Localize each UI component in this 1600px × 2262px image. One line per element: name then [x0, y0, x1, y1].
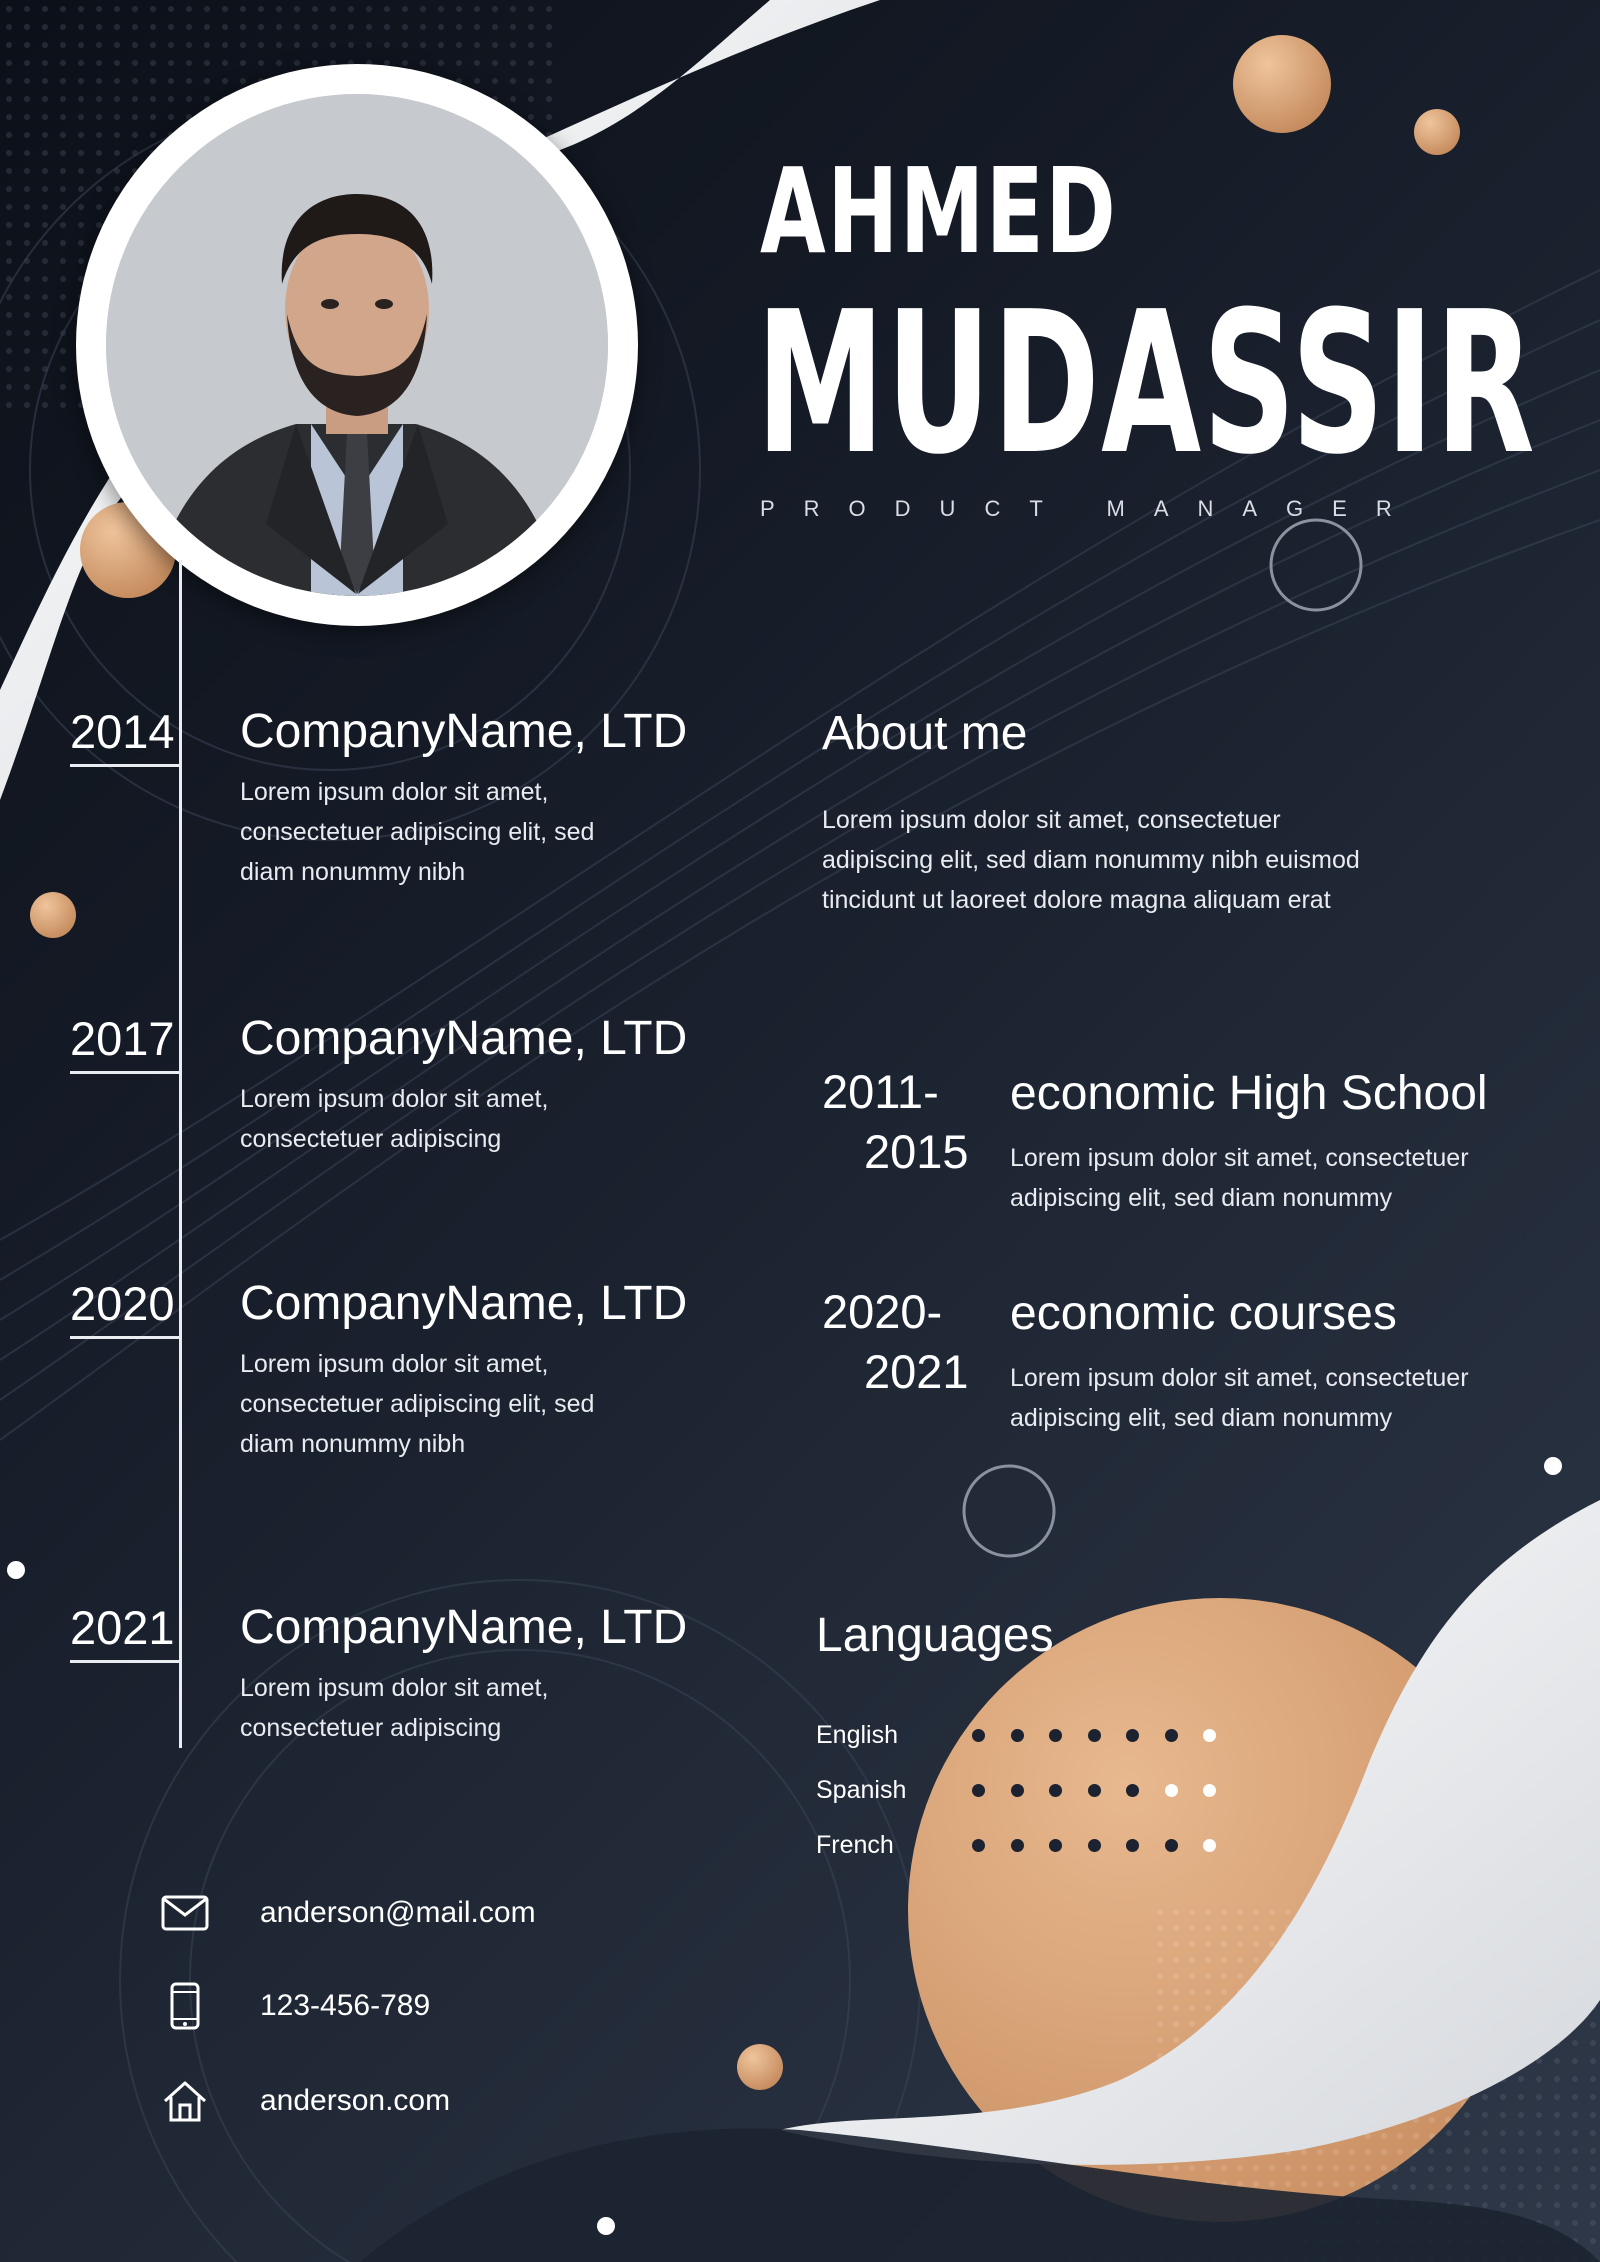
about-line: tincidunt ut laoreet dolore magna aliquam erat: [822, 886, 1331, 914]
description-line: Lorem ipsum dolor sit amet,: [240, 1674, 549, 1702]
education-title: economic High School: [1010, 1067, 1488, 1120]
level-dot-filled: [1049, 1784, 1062, 1797]
experience-company: CompanyName, LTD: [240, 1012, 688, 1065]
experience-description: [240, 1668, 640, 1748]
description-line: Lorem ipsum dolor sit amet,: [240, 778, 549, 806]
description-line: adipiscing elit, sed diam nonummy: [1010, 1184, 1393, 1212]
experience-description: [240, 772, 640, 892]
level-dot-filled: [1165, 1839, 1178, 1852]
profile-photo-frame: [76, 64, 638, 626]
phone-icon: [156, 1977, 214, 2035]
level-dot-filled: [972, 1784, 985, 1797]
education-year-start: 2011-: [822, 1065, 939, 1118]
level-dot-empty: [1203, 1729, 1216, 1742]
education-years: [822, 1282, 972, 1402]
experience-year: 2014: [70, 706, 180, 767]
description-line: Lorem ipsum dolor sit amet, consectetuer: [1010, 1144, 1469, 1172]
experience-company: CompanyName, LTD: [240, 1601, 688, 1654]
level-dot-empty: [1203, 1784, 1216, 1797]
contact-website[interactable]: anderson.com: [260, 2084, 451, 2117]
level-dot-filled: [1126, 1784, 1139, 1797]
level-dot-filled: [1011, 1839, 1024, 1852]
experience-year: 2017: [70, 1013, 180, 1074]
level-dot-filled: [1088, 1839, 1101, 1852]
experience-description: [240, 1079, 640, 1159]
education-year-start: 2020-: [822, 1285, 943, 1338]
description-line: consectetuer adipiscing: [240, 1125, 502, 1153]
language-level: [972, 1839, 1232, 1853]
experience-year: 2021: [70, 1602, 180, 1663]
level-dot-filled: [1126, 1839, 1139, 1852]
about-line: Lorem ipsum dolor sit amet, consectetuer: [822, 806, 1281, 834]
level-dot-filled: [1049, 1839, 1062, 1852]
description-line: diam nonummy nibh: [240, 858, 466, 886]
experience-year: 2020: [70, 1278, 180, 1339]
about-title: About me: [822, 707, 1028, 760]
contact-phone[interactable]: 123-456-789: [260, 1989, 431, 2022]
first-name: AHMED: [760, 142, 1118, 280]
experience-company: CompanyName, LTD: [240, 705, 688, 758]
language-name: French: [816, 1831, 894, 1859]
mail-icon: [156, 1884, 214, 1942]
experience-company: CompanyName, LTD: [240, 1277, 688, 1330]
description-line: diam nonummy nibh: [240, 1430, 466, 1458]
language-name: Spanish: [816, 1776, 907, 1804]
level-dot-filled: [972, 1839, 985, 1852]
level-dot-filled: [1165, 1729, 1178, 1742]
description-line: Lorem ipsum dolor sit amet, consectetuer: [1010, 1364, 1469, 1392]
experience-description: [240, 1344, 640, 1464]
description-line: consectetuer adipiscing elit, sed: [240, 1390, 595, 1418]
description-line: consectetuer adipiscing: [240, 1714, 502, 1742]
contact-email[interactable]: anderson@mail.com: [260, 1896, 536, 1929]
education-year-end: 2021: [864, 1345, 969, 1398]
profile-photo: [106, 94, 608, 596]
level-dot-filled: [1011, 1729, 1024, 1742]
job-title: PRODUCT MANAGER: [760, 496, 1421, 521]
level-dot-filled: [1088, 1729, 1101, 1742]
language-level: [972, 1784, 1232, 1798]
description-line: Lorem ipsum dolor sit amet,: [240, 1085, 549, 1113]
education-title: economic courses: [1010, 1287, 1397, 1340]
description-line: adipiscing elit, sed diam nonummy: [1010, 1404, 1393, 1432]
education-years: [822, 1062, 972, 1182]
education-description: [1010, 1138, 1530, 1218]
language-name: English: [816, 1721, 898, 1749]
language-level: [972, 1729, 1232, 1743]
level-dot-filled: [1088, 1784, 1101, 1797]
level-dot-filled: [1126, 1729, 1139, 1742]
last-name: MUDASSIR: [756, 270, 1537, 498]
languages-title: Languages: [816, 1609, 1054, 1662]
level-dot-filled: [1011, 1784, 1024, 1797]
level-dot-empty: [1203, 1839, 1216, 1852]
level-dot-empty: [1165, 1784, 1178, 1797]
education-year-end: 2015: [864, 1125, 969, 1178]
about-text: [822, 800, 1402, 920]
level-dot-filled: [1049, 1729, 1062, 1742]
home-icon: [156, 2072, 214, 2130]
description-line: consectetuer adipiscing elit, sed: [240, 818, 595, 846]
description-line: Lorem ipsum dolor sit amet,: [240, 1350, 549, 1378]
level-dot-filled: [972, 1729, 985, 1742]
education-description: [1010, 1358, 1530, 1438]
about-line: adipiscing elit, sed diam nonummy nibh euismod: [822, 846, 1360, 874]
